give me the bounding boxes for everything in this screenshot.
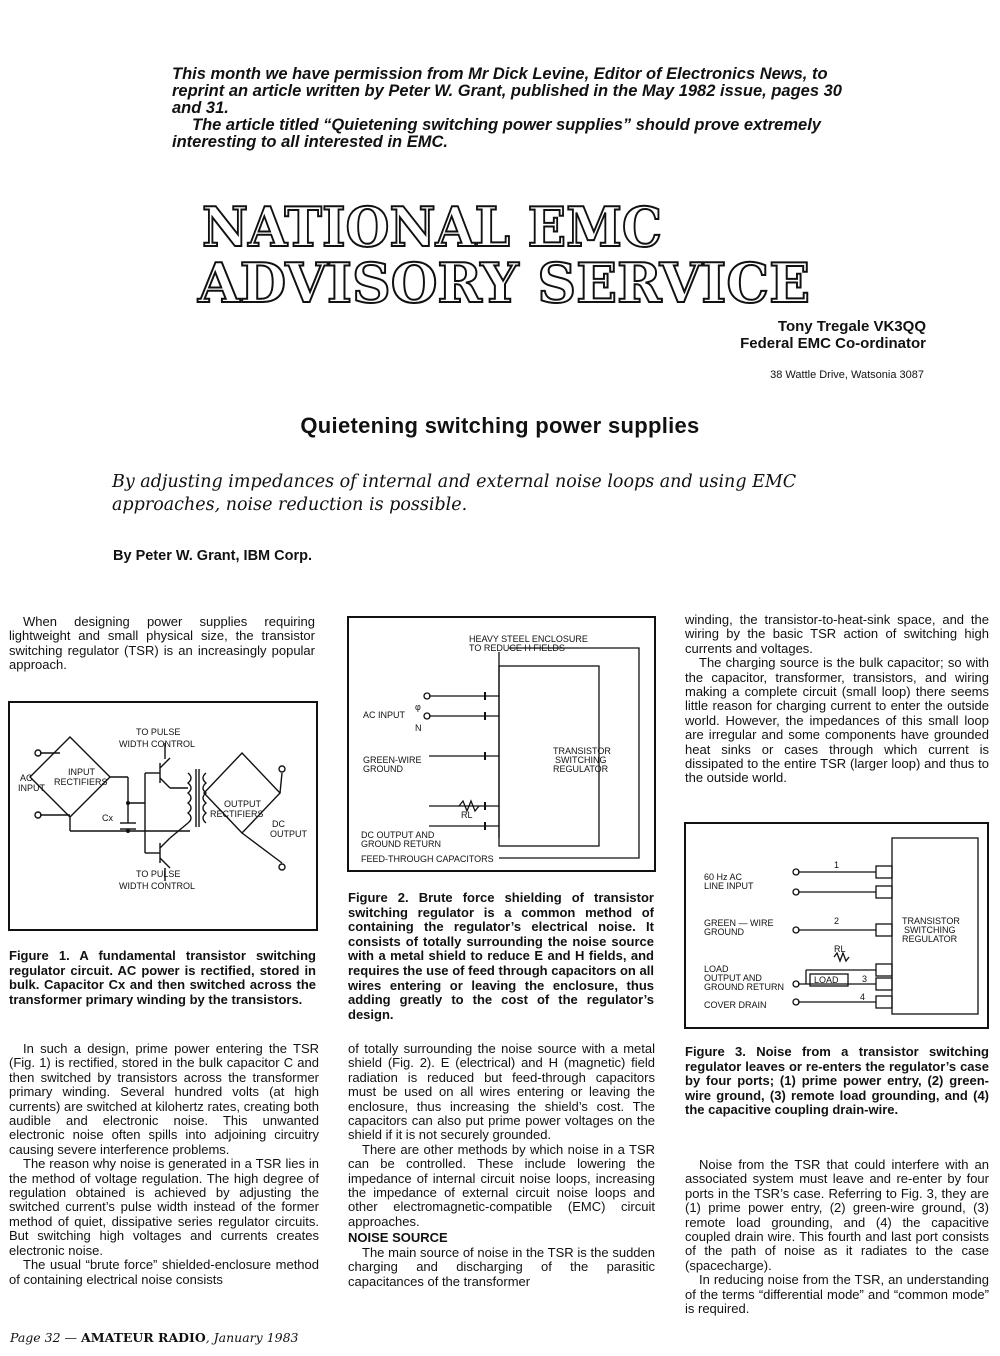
col3-body <box>685 1158 989 1316</box>
fig3-label: GREEN — WIRE <box>704 918 774 928</box>
fig1-label: OUTPUT <box>270 829 307 839</box>
fig1-label: TO PULSE <box>136 869 181 879</box>
fig3-label: LINE INPUT <box>704 881 754 891</box>
fig1-label: AC <box>20 773 33 783</box>
fig3-label: TRANSISTOR <box>902 916 960 926</box>
paragraph: The main source of noise in the TSR is the sudden charging and discharging of the parasitic capacitances of the transformer <box>348 1244 655 1289</box>
editor-intro <box>172 66 842 151</box>
column-banner <box>196 198 816 313</box>
paragraph: The reason why noise is generated in a TSR lies in the method of voltage regulation. The high degree of regulation obtained is achieved by adjusting the switched current’s pulse width instead of the former method of quiet, dissipative series regulator circuits. But switching high voltages and currents creates electronic noise. <box>9 1156 319 1258</box>
fig1-label: RECTIFIERS <box>54 777 108 787</box>
fig2-label: AC INPUT <box>363 710 406 720</box>
banner-line-1: NATIONAL EMC <box>202 198 662 259</box>
col1-body <box>9 1042 319 1287</box>
fig3-label: SWITCHING <box>904 925 956 935</box>
fig2-label: TO REDUCE H FIELDS <box>469 643 565 653</box>
author-name: Tony Tregale VK3QQ <box>777 318 926 335</box>
fig1-label: INPUT <box>18 783 45 793</box>
article-byline: By Peter W. Grant, IBM Corp. <box>113 548 312 564</box>
fig3-label: 60 Hz AC <box>704 872 743 882</box>
footer-page: Page 32 — <box>10 1330 82 1345</box>
paragraph: The charging source is the bulk capacitor; so with the capacitor, transformer, transistors, and wiring making a complete circuit (small loop) there seems little reason for charging current to enter the outside world. However, the impedances of this small loop are irregular and some components have grounded heat sinks or cases through which current is dissipated to the entire TSR (larger loop) and thus to the outside world. <box>685 655 989 786</box>
fig2-label: φ <box>415 702 421 712</box>
fig3-label: COVER DRAIN <box>704 1000 767 1010</box>
fig3-label: GROUND <box>704 927 744 937</box>
col3-top <box>685 613 989 786</box>
paragraph: When designing power supplies requiring lightweight and small physical size, the transistor switching regulator (TSR) is an increasingly popular approach. <box>9 614 315 673</box>
article-deck: By adjusting impedances of internal and external noise loops and using EMC approaches, noise reduction is possible. <box>112 472 797 515</box>
fig3-label: OUTPUT AND <box>704 973 762 983</box>
figure-1 <box>8 701 318 931</box>
fig2-label: SWITCHING <box>555 755 607 765</box>
figure-2-caption: Figure 2. Brute force shielding of transistor switching regulator is a common method of containing the regulator’s electrical noise. It consists of totally surrounding the noise source with a metal shield to reduce E and H fields, and requires the use of feed through capacitors on all wires entering or leaving the enclosure, thus adding greatly to the cost of the regulator’s design. <box>348 890 654 1022</box>
fig1-label: Cx <box>102 813 113 823</box>
fig2-label: GROUND <box>363 764 403 774</box>
fig3-label: REGULATOR <box>902 934 958 944</box>
fig3-label: 3 <box>862 974 868 984</box>
fig1-label: OUTPUT <box>224 799 261 809</box>
figure-3 <box>684 822 989 1029</box>
paragraph: The usual “brute force” shielded-enclosure method of containing electrical noise consists <box>9 1257 319 1287</box>
fig1-label: DC <box>272 819 285 829</box>
fig2-label: HEAVY STEEL ENCLOSURE <box>469 634 588 644</box>
author-block <box>740 318 926 352</box>
page-footer <box>10 1330 299 1345</box>
fig3-label: 4 <box>860 992 866 1002</box>
intro-paragraph-2: The article titled “Quietening switching power supplies” should prove extremely interesting to all interested in EMC. <box>172 116 821 151</box>
fig1-label: WIDTH CONTROL <box>119 739 195 749</box>
paragraph: In such a design, prime power entering the TSR (Fig. 1) is rectified, stored in the bulk capacitor C and then switched by transistors across the transformer primary winding. Several hundred volts (at high currents) are switched at kilohertz rates, creating both audible and electronic noise. This unwanted electronic noise often spills into adjoining circuitry causing severe interference problems. <box>9 1041 319 1157</box>
figure-1-schematic <box>10 703 316 929</box>
fig2-label: FEED-THROUGH CAPACITORS <box>361 854 494 864</box>
fig2-label: RL <box>461 810 473 820</box>
paragraph: In reducing noise from the TSR, an understanding of the terms “differential mode” and “common mode” is required. <box>685 1272 989 1317</box>
paragraph: Noise from the TSR that could interfere with an associated system must leave and re-enter by four ports in the TSR’s case. Referring to Fig. 3, they are (1) prime power entry, (2) green-wire ground, (3) remote load grounding, and (4) the capacitive coupled drain wire. This fourth and last port consists of the path of noise as it radiates to the case (spacecharge). <box>685 1157 989 1273</box>
fig2-label: GREEN-WIRE <box>363 755 422 765</box>
fig2-label: REGULATOR <box>553 764 609 774</box>
fig3-label: LOAD <box>814 975 839 985</box>
footer-date: , January 1983 <box>205 1330 299 1345</box>
figure-3-schematic <box>686 824 987 1027</box>
figure-2 <box>347 616 656 872</box>
paragraph: There are other methods by which noise in a TSR can be controlled. These include lowering the impedance of internal circuit noise loops, increasing the impedance of external circuit noise loops and other electromagnetic-compatible (EMC) circuit approaches. <box>348 1141 655 1229</box>
fig1-label: WIDTH CONTROL <box>119 881 195 891</box>
fig2-label: TRANSISTOR <box>553 746 611 756</box>
author-role: Federal EMC Co-ordinator <box>740 335 926 352</box>
paragraph: of totally surrounding the noise source with a metal shield (Fig. 2). E (electrical) and H (magnetic) field radiation is reduced but feed-through capacitors must be used on all wires entering or leaving the enclosure, thus increasing the shield’s cost. The capacitors can also put prime power voltages on the shield if it is not securely grounded. <box>348 1041 655 1143</box>
col1-intro <box>9 615 315 673</box>
fig2-label: DC OUTPUT AND <box>361 830 435 840</box>
fig1-label: INPUT <box>68 767 95 777</box>
fig3-label: LOAD <box>704 964 729 974</box>
footer-magazine: AMATEUR RADIO <box>81 1330 206 1345</box>
paragraph: winding, the transistor-to-heat-sink space, and the wiring by the basic TSR action of switching high currents and voltages. <box>685 612 989 656</box>
fig3-label: 2 <box>834 916 840 926</box>
fig3-label: 1 <box>834 860 840 870</box>
section-heading: NOISE SOURCE <box>348 1230 448 1246</box>
fig2-label: GROUND RETURN <box>361 839 441 849</box>
figure-3-caption: Figure 3. Noise from a transistor switching regulator leaves or re-enters the regulator’s case by four ports; (1) prime power entry, (2) green-wire ground, (3) remote load grounding, and (4) the capacitive coupling drain-wire. <box>685 1044 989 1118</box>
fig1-label: TO PULSE <box>136 727 181 737</box>
intro-paragraph-1: This month we have permission from Mr Dick Levine, Editor of Electronics News, to reprint an article written by Peter W. Grant, published in the May 1982 issue, pages 30 and 31. <box>172 65 842 117</box>
col2-body <box>348 1042 655 1289</box>
author-address: 38 Wattle Drive, Watsonia 3087 <box>770 369 924 381</box>
fig3-label: GROUND RETURN <box>704 982 784 992</box>
fig2-label: N <box>415 723 422 733</box>
fig1-label: RECTIFIERS <box>210 809 264 819</box>
figure-1-caption: Figure 1. A fundamental transistor switching regulator circuit. AC power is rectified, stored in bulk. Capacitor Cx and then switched across the transformer primary winding by the transistors. <box>9 948 316 1007</box>
figure-2-schematic <box>349 618 654 870</box>
banner-line-2: ADVISORY SERVICE <box>197 251 810 308</box>
article-title: Quietening switching power supplies <box>300 413 700 438</box>
fig3-label: RL <box>834 944 846 954</box>
